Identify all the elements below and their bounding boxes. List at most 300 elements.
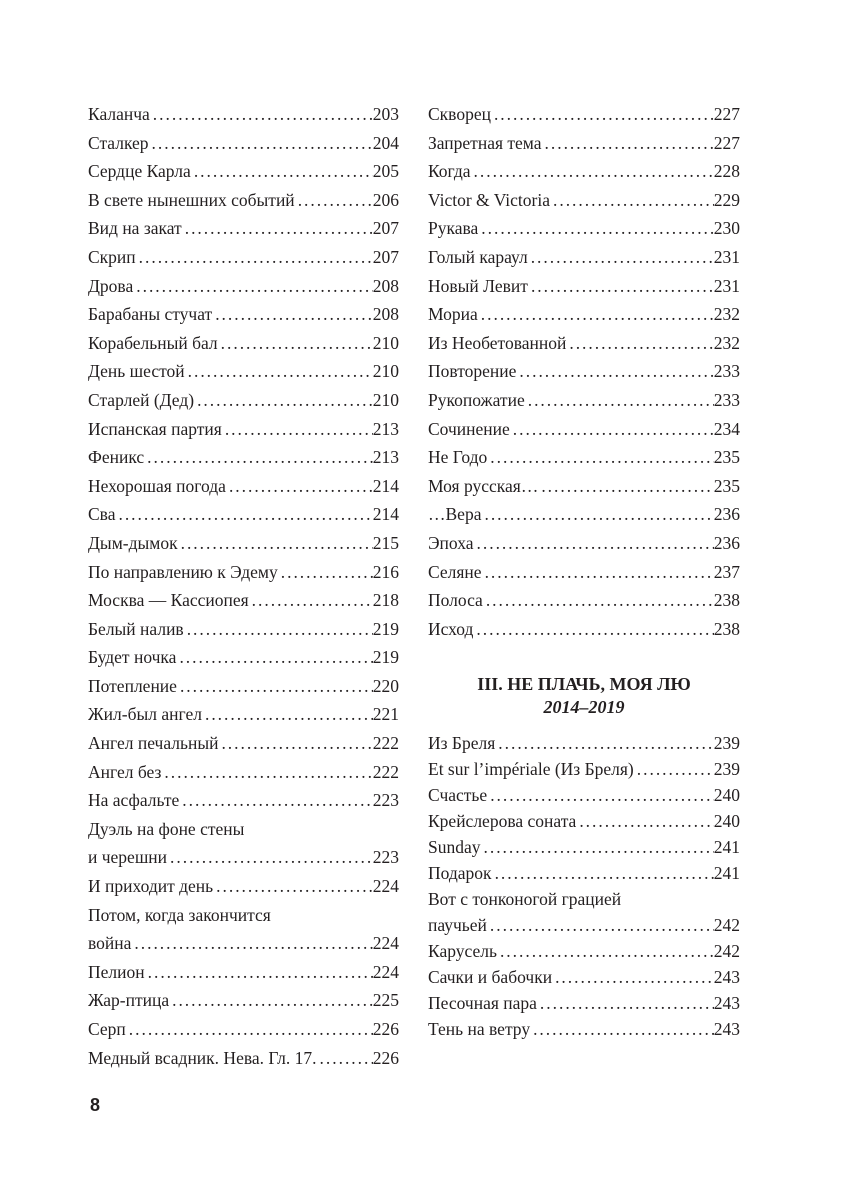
toc-entry-title: паучьей bbox=[428, 915, 487, 935]
dot-leader bbox=[481, 214, 713, 243]
toc-entry-title: Нехорошая погода bbox=[88, 475, 226, 496]
toc-entry-page: 232 bbox=[713, 304, 740, 325]
toc-entry-line bbox=[428, 129, 740, 158]
toc-entry bbox=[88, 672, 399, 701]
toc-entry-page: 210 bbox=[372, 332, 399, 353]
toc-entry-page: 242 bbox=[713, 941, 740, 961]
toc-entry-page: 238 bbox=[713, 618, 740, 639]
dot-leader bbox=[197, 386, 373, 415]
toc-entry-title: Испанская партия bbox=[88, 418, 222, 439]
dot-leader bbox=[495, 860, 714, 886]
toc-entry-page: 233 bbox=[713, 361, 740, 382]
dot-leader bbox=[477, 529, 714, 558]
toc-entry-title: Сталкер bbox=[88, 132, 149, 153]
toc-entry-title: Сва bbox=[88, 504, 116, 525]
toc-entry-line bbox=[88, 700, 399, 729]
toc-entry-page: 214 bbox=[372, 504, 399, 525]
toc-entry-title: Будет ночка bbox=[88, 647, 177, 668]
toc-entry-page: 206 bbox=[372, 189, 399, 210]
toc-entry-line bbox=[428, 990, 740, 1016]
toc-entry-title: Моя русская… bbox=[428, 475, 539, 496]
toc-entry bbox=[428, 1016, 740, 1042]
toc-entry-page: 236 bbox=[713, 504, 740, 525]
toc-entry-title: Серп bbox=[88, 1019, 126, 1039]
toc-entry-page: 208 bbox=[372, 275, 399, 296]
toc-entry-line bbox=[88, 786, 399, 815]
toc-entry-title: Крейслерова соната bbox=[428, 811, 577, 831]
toc-entry-line bbox=[428, 615, 740, 644]
toc-entry-line bbox=[88, 986, 399, 1015]
toc-entry bbox=[88, 100, 399, 129]
toc-entry-title: Дрова bbox=[88, 275, 134, 296]
toc-entry bbox=[428, 834, 740, 860]
toc-entry bbox=[428, 186, 740, 215]
toc-entry-line bbox=[428, 472, 740, 501]
toc-entry-line bbox=[88, 386, 399, 415]
toc-entry-line bbox=[88, 100, 399, 129]
dot-leader bbox=[320, 1044, 373, 1073]
toc-entry-line bbox=[88, 186, 399, 215]
dot-leader bbox=[152, 129, 373, 158]
toc-entry-page: 218 bbox=[372, 590, 399, 611]
toc-entry-title: Мориа bbox=[428, 304, 478, 325]
toc-entry-title: Эпоха bbox=[428, 532, 474, 553]
toc-entry bbox=[88, 472, 399, 501]
toc-entry-title: Новый Левит bbox=[428, 275, 528, 296]
toc-entry bbox=[88, 157, 399, 186]
toc-entry bbox=[428, 386, 740, 415]
toc-entry bbox=[428, 730, 740, 756]
toc-entry-line bbox=[88, 872, 399, 901]
toc-entry bbox=[88, 300, 399, 329]
dot-leader bbox=[553, 186, 714, 215]
toc-entry-page: 223 bbox=[372, 847, 399, 868]
dot-leader bbox=[474, 157, 714, 186]
toc-entry-page: 227 bbox=[713, 104, 740, 124]
toc-entry bbox=[428, 243, 740, 272]
toc-entry-title: В свете нынешних событий bbox=[88, 189, 295, 210]
toc-entry-title: Корабельный бал bbox=[88, 332, 218, 353]
dot-leader bbox=[500, 938, 714, 964]
toc-entry-line bbox=[88, 586, 399, 615]
toc-entry-title: По направлению к Эдему bbox=[88, 561, 278, 582]
toc-entry-title: Каланча bbox=[88, 104, 150, 124]
toc-entry-line bbox=[428, 529, 740, 558]
dot-leader bbox=[221, 329, 373, 358]
toc-entry-title: Селяне bbox=[428, 561, 482, 582]
dot-leader bbox=[215, 300, 373, 329]
toc-entry-title: …Вера bbox=[428, 504, 482, 525]
toc-entry-title: Сачки и бабочки bbox=[428, 967, 553, 987]
toc-entry-page: 213 bbox=[372, 447, 399, 468]
toc-entry-page: 239 bbox=[713, 733, 740, 753]
toc-entry bbox=[88, 700, 399, 729]
dot-leader bbox=[252, 586, 373, 615]
toc-entry-line bbox=[428, 500, 740, 529]
toc-entry bbox=[88, 615, 399, 644]
toc-entry-title: Скворец bbox=[428, 104, 491, 124]
toc-column-right-bottom bbox=[428, 730, 740, 1042]
toc-entry bbox=[88, 272, 399, 301]
dot-leader bbox=[164, 758, 372, 787]
toc-entry-page: 224 bbox=[372, 876, 399, 897]
toc-entry-page: 215 bbox=[372, 532, 399, 553]
toc-entry bbox=[428, 529, 740, 558]
toc-entry-page: 227 bbox=[713, 132, 740, 153]
toc-entry-title: война bbox=[88, 933, 132, 954]
toc-column-right-top bbox=[428, 100, 740, 643]
dot-leader bbox=[216, 872, 373, 901]
dot-leader bbox=[540, 990, 714, 1016]
toc-entry-title: Et sur l’impériale (Из Бреля) bbox=[428, 759, 634, 779]
toc-entry-line bbox=[88, 443, 399, 472]
dot-leader bbox=[519, 357, 713, 386]
toc-entry bbox=[88, 129, 399, 158]
toc-entry-title: Жар-птица bbox=[88, 990, 170, 1011]
toc-entry-page: 231 bbox=[713, 246, 740, 267]
toc-entry-title: Рукава bbox=[428, 218, 479, 239]
dot-leader bbox=[172, 986, 373, 1015]
dot-leader bbox=[531, 243, 714, 272]
toc-entry bbox=[428, 329, 740, 358]
dot-leader bbox=[179, 643, 372, 672]
dot-leader bbox=[569, 329, 713, 358]
toc-entry-line bbox=[88, 958, 399, 987]
toc-entry-title: Пелион bbox=[88, 961, 145, 982]
section-title: III. НЕ ПЛАЧЬ, МОЯ ЛЮ bbox=[477, 674, 691, 694]
toc-entry-page: 236 bbox=[713, 532, 740, 553]
toc-entry-line bbox=[88, 929, 399, 958]
toc-entry-line bbox=[428, 243, 740, 272]
toc-entry bbox=[88, 643, 399, 672]
dot-leader bbox=[485, 558, 714, 587]
dot-leader bbox=[170, 843, 373, 872]
dot-leader bbox=[134, 929, 372, 958]
dot-leader bbox=[129, 1015, 373, 1044]
toc-entry-page: 237 bbox=[713, 561, 740, 582]
dot-leader bbox=[490, 443, 713, 472]
toc-entry bbox=[428, 782, 740, 808]
toc-entry bbox=[428, 938, 740, 964]
toc-entry-line bbox=[88, 815, 399, 844]
toc-entry bbox=[88, 958, 399, 987]
dot-leader bbox=[555, 964, 714, 990]
toc-entry-title: Вот с тонконогой грацией bbox=[428, 889, 622, 909]
toc-entry-line bbox=[88, 272, 399, 301]
toc-entry-title: Карусель bbox=[428, 941, 497, 961]
toc-entry-title: и черешни bbox=[88, 847, 168, 868]
toc-entry-line bbox=[428, 1016, 740, 1042]
dot-leader bbox=[139, 243, 373, 272]
toc-entry bbox=[428, 357, 740, 386]
toc-entry-page: 240 bbox=[713, 811, 740, 831]
toc-entry-line bbox=[88, 758, 399, 787]
toc-entry-line bbox=[428, 756, 740, 782]
toc-entry bbox=[88, 329, 399, 358]
toc-entry bbox=[88, 872, 399, 901]
toc-entry-page: 230 bbox=[713, 218, 740, 239]
toc-entry-line bbox=[428, 157, 740, 186]
section-heading bbox=[428, 673, 740, 719]
toc-entry-line bbox=[88, 214, 399, 243]
toc-entry-title: Полоса bbox=[428, 590, 483, 611]
toc-entry-line bbox=[428, 938, 740, 964]
toc-entry-title: Старлей (Дед) bbox=[88, 389, 195, 410]
dot-leader bbox=[528, 386, 714, 415]
toc-entry-page: 214 bbox=[372, 475, 399, 496]
dot-leader bbox=[476, 615, 713, 644]
toc-entry-line bbox=[428, 834, 740, 860]
toc-entry-page: 243 bbox=[713, 967, 740, 987]
toc-entry-line bbox=[88, 129, 399, 158]
toc-entry-line bbox=[88, 357, 399, 386]
toc-entry-title: Ангел печальный bbox=[88, 733, 219, 754]
toc-entry-page: 238 bbox=[713, 590, 740, 611]
toc-entry-title: Рукопожатие bbox=[428, 389, 525, 410]
dot-leader bbox=[187, 615, 373, 644]
toc-entry-page: 235 bbox=[713, 475, 740, 496]
toc-entry-page: 203 bbox=[372, 104, 399, 124]
toc-column-left bbox=[88, 100, 399, 1072]
toc-entry-line bbox=[428, 886, 740, 912]
dot-leader bbox=[498, 730, 713, 756]
toc-entry-title: Из Необетованной bbox=[428, 332, 567, 353]
toc-entry-page: 207 bbox=[372, 246, 399, 267]
toc-entry-page: 226 bbox=[372, 1019, 399, 1039]
toc-entry-page: 229 bbox=[713, 189, 740, 210]
toc-entry-title: Дуэль на фоне стены bbox=[88, 818, 245, 839]
toc-entry-title: Потом, когда закончится bbox=[88, 904, 271, 925]
toc-entry-title: Медный всадник. Нева. Гл. 17. bbox=[88, 1047, 317, 1068]
dot-leader bbox=[513, 415, 714, 444]
toc-entry-page: 235 bbox=[713, 447, 740, 468]
toc-entry-title: Голый караул bbox=[428, 246, 528, 267]
toc-entry bbox=[428, 157, 740, 186]
dot-leader bbox=[490, 912, 714, 938]
toc-entry-page: 232 bbox=[713, 332, 740, 353]
toc-entry bbox=[88, 529, 399, 558]
toc-entry-line bbox=[428, 860, 740, 886]
toc-entry bbox=[428, 272, 740, 301]
toc-entry-line bbox=[88, 472, 399, 501]
toc-entry-line bbox=[428, 586, 740, 615]
toc-entry-page: 204 bbox=[372, 132, 399, 153]
toc-entry-page: 241 bbox=[713, 863, 740, 883]
toc-entry-title: Барабаны стучат bbox=[88, 304, 213, 325]
dot-leader bbox=[181, 529, 373, 558]
toc-entry bbox=[428, 990, 740, 1016]
toc-entry-line bbox=[88, 329, 399, 358]
dot-leader bbox=[185, 214, 373, 243]
toc-entry-title: Феникс bbox=[88, 447, 145, 468]
toc-entry-title: Жил-был ангел bbox=[88, 704, 202, 725]
toc-entry-line bbox=[428, 443, 740, 472]
toc-entry bbox=[428, 558, 740, 587]
toc-entry-line bbox=[88, 901, 399, 930]
dot-leader bbox=[545, 129, 714, 158]
dot-leader bbox=[180, 672, 373, 701]
toc-entry-line bbox=[428, 782, 740, 808]
toc-entry bbox=[428, 443, 740, 472]
toc-entry-title: Не Годо bbox=[428, 447, 488, 468]
toc-entry bbox=[428, 300, 740, 329]
toc-entry-line bbox=[428, 558, 740, 587]
toc-entry-line bbox=[428, 357, 740, 386]
toc-entry-page: 223 bbox=[372, 790, 399, 811]
toc-entry-line bbox=[428, 730, 740, 756]
toc-entry-title: Дым-дымок bbox=[88, 532, 178, 553]
toc-entry-line bbox=[428, 300, 740, 329]
toc-entry bbox=[428, 472, 740, 501]
page-number: 8 bbox=[90, 1095, 101, 1115]
toc-entry bbox=[88, 729, 399, 758]
toc-entry-title: Сердце Карла bbox=[88, 161, 191, 182]
toc-entry-line bbox=[88, 1044, 399, 1073]
dot-leader bbox=[205, 700, 373, 729]
toc-entry-title: Потепление bbox=[88, 675, 177, 696]
toc-entry-title: Повторение bbox=[428, 361, 517, 382]
toc-entry-line bbox=[428, 214, 740, 243]
toc-entry-page: 239 bbox=[713, 759, 740, 779]
toc-entry-line bbox=[88, 243, 399, 272]
toc-entry-line bbox=[428, 386, 740, 415]
toc-entry bbox=[88, 186, 399, 215]
toc-entry-line bbox=[88, 500, 399, 529]
toc-entry-page: 208 bbox=[372, 304, 399, 325]
toc-entry-line bbox=[428, 964, 740, 990]
toc-entry bbox=[428, 214, 740, 243]
toc-entry-title: Запретная тема bbox=[428, 132, 542, 153]
toc-entry bbox=[88, 443, 399, 472]
toc-entry-title: Подарок bbox=[428, 863, 492, 883]
toc-entry-title: И приходит день bbox=[88, 876, 214, 897]
toc-entry-line bbox=[88, 529, 399, 558]
toc-entry-line bbox=[428, 272, 740, 301]
toc-entry-page: 224 bbox=[372, 933, 399, 954]
toc-entry-title: Скрип bbox=[88, 246, 136, 267]
toc-entry bbox=[428, 586, 740, 615]
toc-entry-title: На асфальте bbox=[88, 790, 180, 811]
toc-entry bbox=[88, 214, 399, 243]
toc-entry-page: 231 bbox=[713, 275, 740, 296]
dot-leader bbox=[188, 357, 373, 386]
toc-entry bbox=[88, 558, 399, 587]
toc-entry bbox=[428, 756, 740, 782]
toc-entry-page: 241 bbox=[713, 837, 740, 857]
dot-leader bbox=[533, 1016, 714, 1042]
toc-entry bbox=[88, 815, 399, 872]
toc-entry-page: 222 bbox=[372, 733, 399, 754]
toc-entry-line bbox=[88, 558, 399, 587]
toc-entry-page: 228 bbox=[713, 161, 740, 182]
toc-entry bbox=[88, 415, 399, 444]
toc-entry-line bbox=[428, 329, 740, 358]
toc-entry-line bbox=[88, 729, 399, 758]
dot-leader bbox=[494, 100, 714, 129]
toc-entry-line bbox=[88, 300, 399, 329]
toc-entry-title: Когда bbox=[428, 161, 471, 182]
toc-entry bbox=[88, 786, 399, 815]
toc-entry-page: 216 bbox=[372, 561, 399, 582]
dot-leader bbox=[484, 834, 714, 860]
toc-entry-page: 240 bbox=[713, 785, 740, 805]
toc-entry bbox=[428, 415, 740, 444]
toc-entry-page: 243 bbox=[713, 1019, 740, 1039]
toc-entry-line bbox=[428, 415, 740, 444]
toc-entry bbox=[88, 986, 399, 1015]
toc-entry-page: 221 bbox=[372, 704, 399, 725]
toc-entry-title: Ангел без bbox=[88, 761, 162, 782]
dot-leader bbox=[484, 500, 713, 529]
dot-leader bbox=[136, 272, 373, 301]
toc-entry-page: 205 bbox=[372, 161, 399, 182]
toc-entry-page: 222 bbox=[372, 761, 399, 782]
toc-entry-page: 243 bbox=[713, 993, 740, 1013]
dot-leader bbox=[490, 782, 714, 808]
toc-entry-page: 224 bbox=[372, 961, 399, 982]
dot-leader bbox=[153, 100, 373, 129]
toc-entry bbox=[88, 1044, 399, 1073]
dot-leader bbox=[298, 186, 373, 215]
toc-entry-line bbox=[428, 912, 740, 938]
toc-entry-line bbox=[88, 1015, 399, 1044]
toc-entry-page: 207 bbox=[372, 218, 399, 239]
toc-entry-line bbox=[428, 100, 740, 129]
dot-leader bbox=[531, 272, 714, 301]
toc-entry-page: 220 bbox=[372, 675, 399, 696]
toc-entry-title: Белый налив bbox=[88, 618, 184, 639]
toc-entry bbox=[88, 357, 399, 386]
toc-entry bbox=[88, 901, 399, 958]
toc-entry-line bbox=[88, 843, 399, 872]
toc-entry-line bbox=[88, 643, 399, 672]
toc-entry bbox=[428, 129, 740, 158]
dot-leader bbox=[637, 756, 714, 782]
toc-entry-title: Sunday bbox=[428, 837, 481, 857]
toc-entry-line bbox=[88, 615, 399, 644]
toc-entry bbox=[88, 386, 399, 415]
toc-entry-page: 233 bbox=[713, 389, 740, 410]
toc-entry bbox=[88, 1015, 399, 1044]
toc-entry-page: 219 bbox=[372, 618, 399, 639]
dot-leader bbox=[147, 443, 373, 472]
toc-entry-page: 219 bbox=[372, 647, 399, 668]
dot-leader bbox=[579, 808, 713, 834]
toc-entry-title: Вид на закат bbox=[88, 218, 182, 239]
toc-entry bbox=[428, 964, 740, 990]
toc-entry-title: Тень на ветру bbox=[428, 1019, 531, 1039]
toc-entry-line bbox=[428, 186, 740, 215]
toc-entry-title: Счастье bbox=[428, 785, 488, 805]
dot-leader bbox=[182, 786, 372, 815]
toc-entry-title: Москва — Кассиопея bbox=[88, 590, 249, 611]
toc-entry bbox=[88, 243, 399, 272]
toc-entry bbox=[428, 808, 740, 834]
dot-leader bbox=[541, 472, 713, 501]
toc-entry bbox=[428, 860, 740, 886]
toc-entry-line bbox=[428, 808, 740, 834]
toc-entry-title: День шестой bbox=[88, 361, 185, 382]
toc-entry-title: Песочная пара bbox=[428, 993, 537, 1013]
dot-leader bbox=[148, 958, 373, 987]
toc-entry-title: Из Бреля bbox=[428, 733, 496, 753]
section-years: 2014–2019 bbox=[543, 697, 625, 717]
toc-entry bbox=[428, 500, 740, 529]
dot-leader bbox=[481, 300, 714, 329]
toc-entry bbox=[88, 758, 399, 787]
toc-entry-title: Victor & Victoria bbox=[428, 189, 550, 210]
toc-entry-page: 234 bbox=[713, 418, 740, 439]
